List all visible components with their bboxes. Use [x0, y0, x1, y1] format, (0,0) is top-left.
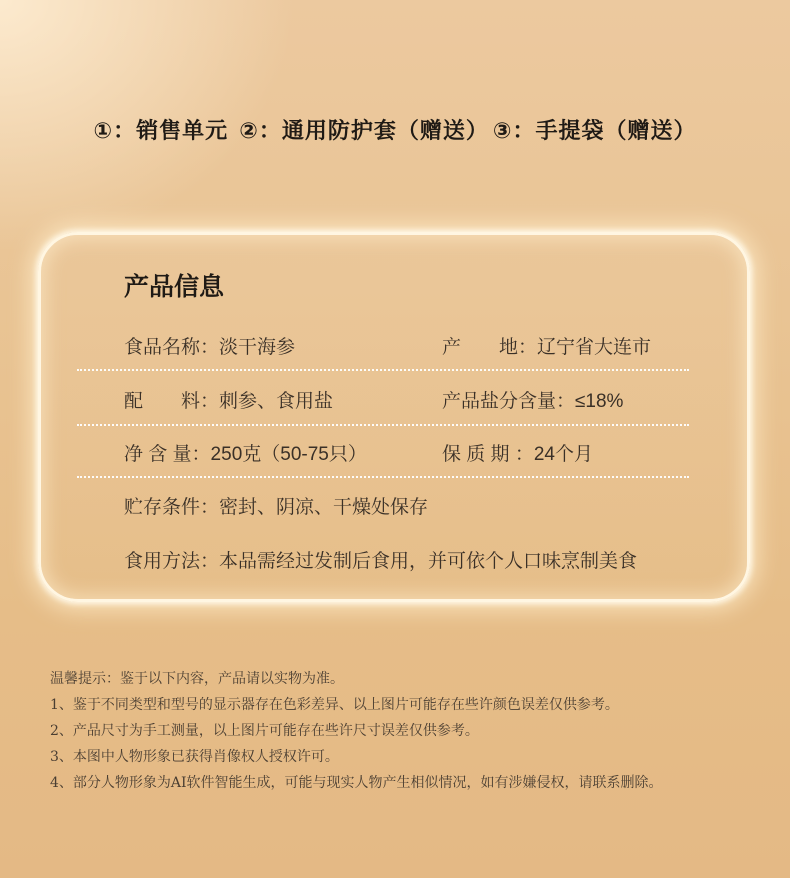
warm-tips: [50, 666, 663, 796]
package-item-protective-cover: ②：通用防护套（赠送）: [239, 118, 489, 143]
info-row-usage: [124, 546, 704, 573]
package-contents: [0, 114, 790, 145]
food-name: 食品名称：淡干海参: [124, 337, 296, 358]
info-row-name-origin: [124, 332, 704, 359]
warm-tip-item: 4、部分人物形象为AI软件智能生成，可能与现实人物产生相似情况，如有涉嫌侵权，请联系删除。: [50, 775, 663, 791]
warm-tips-header: 温馨提示：鉴于以下内容，产品请以实物为准。: [50, 671, 344, 687]
origin: 产 地：辽宁省大连市: [442, 337, 652, 358]
usage-method: 食用方法：本品需经过发制后食用，并可依个人口味烹制美食: [124, 551, 638, 572]
product-info-card: [38, 232, 750, 602]
info-row-storage: [124, 492, 704, 519]
ingredients: 配 料：刺参、食用盐: [124, 391, 334, 412]
info-row-net-weight-shelf-life: [124, 439, 704, 466]
warm-tip-item: 3、本图中人物形象已获得肖像权人授权许可。: [50, 749, 339, 765]
warm-tip-item: 1、鉴于不同类型和型号的显示器存在色彩差异、以上图片可能存在些许颜色误差仅供参考。: [50, 697, 619, 713]
shelf-life: 保 质 期 ：24个月: [442, 444, 593, 465]
warm-tip-item: 2、产品尺寸为手工测量，以上图片可能存在些许尺寸误差仅供参考。: [50, 723, 479, 739]
package-item-sales-unit: ①：销售单元: [93, 118, 229, 143]
salt-content: 产品盐分含量：≤18%: [442, 391, 624, 412]
product-info-title: 产品信息: [124, 273, 225, 301]
package-item-handbag: ③：手提袋（赠送）: [492, 118, 697, 143]
row-divider: [77, 424, 689, 426]
net-weight: 净 含 量：250克（50-75只）: [124, 444, 367, 465]
storage-conditions: 贮存条件：密封、阴凉、干燥处保存: [124, 497, 429, 518]
row-divider: [77, 369, 689, 371]
row-divider: [77, 476, 689, 478]
info-row-ingredients-salt: [124, 386, 704, 413]
